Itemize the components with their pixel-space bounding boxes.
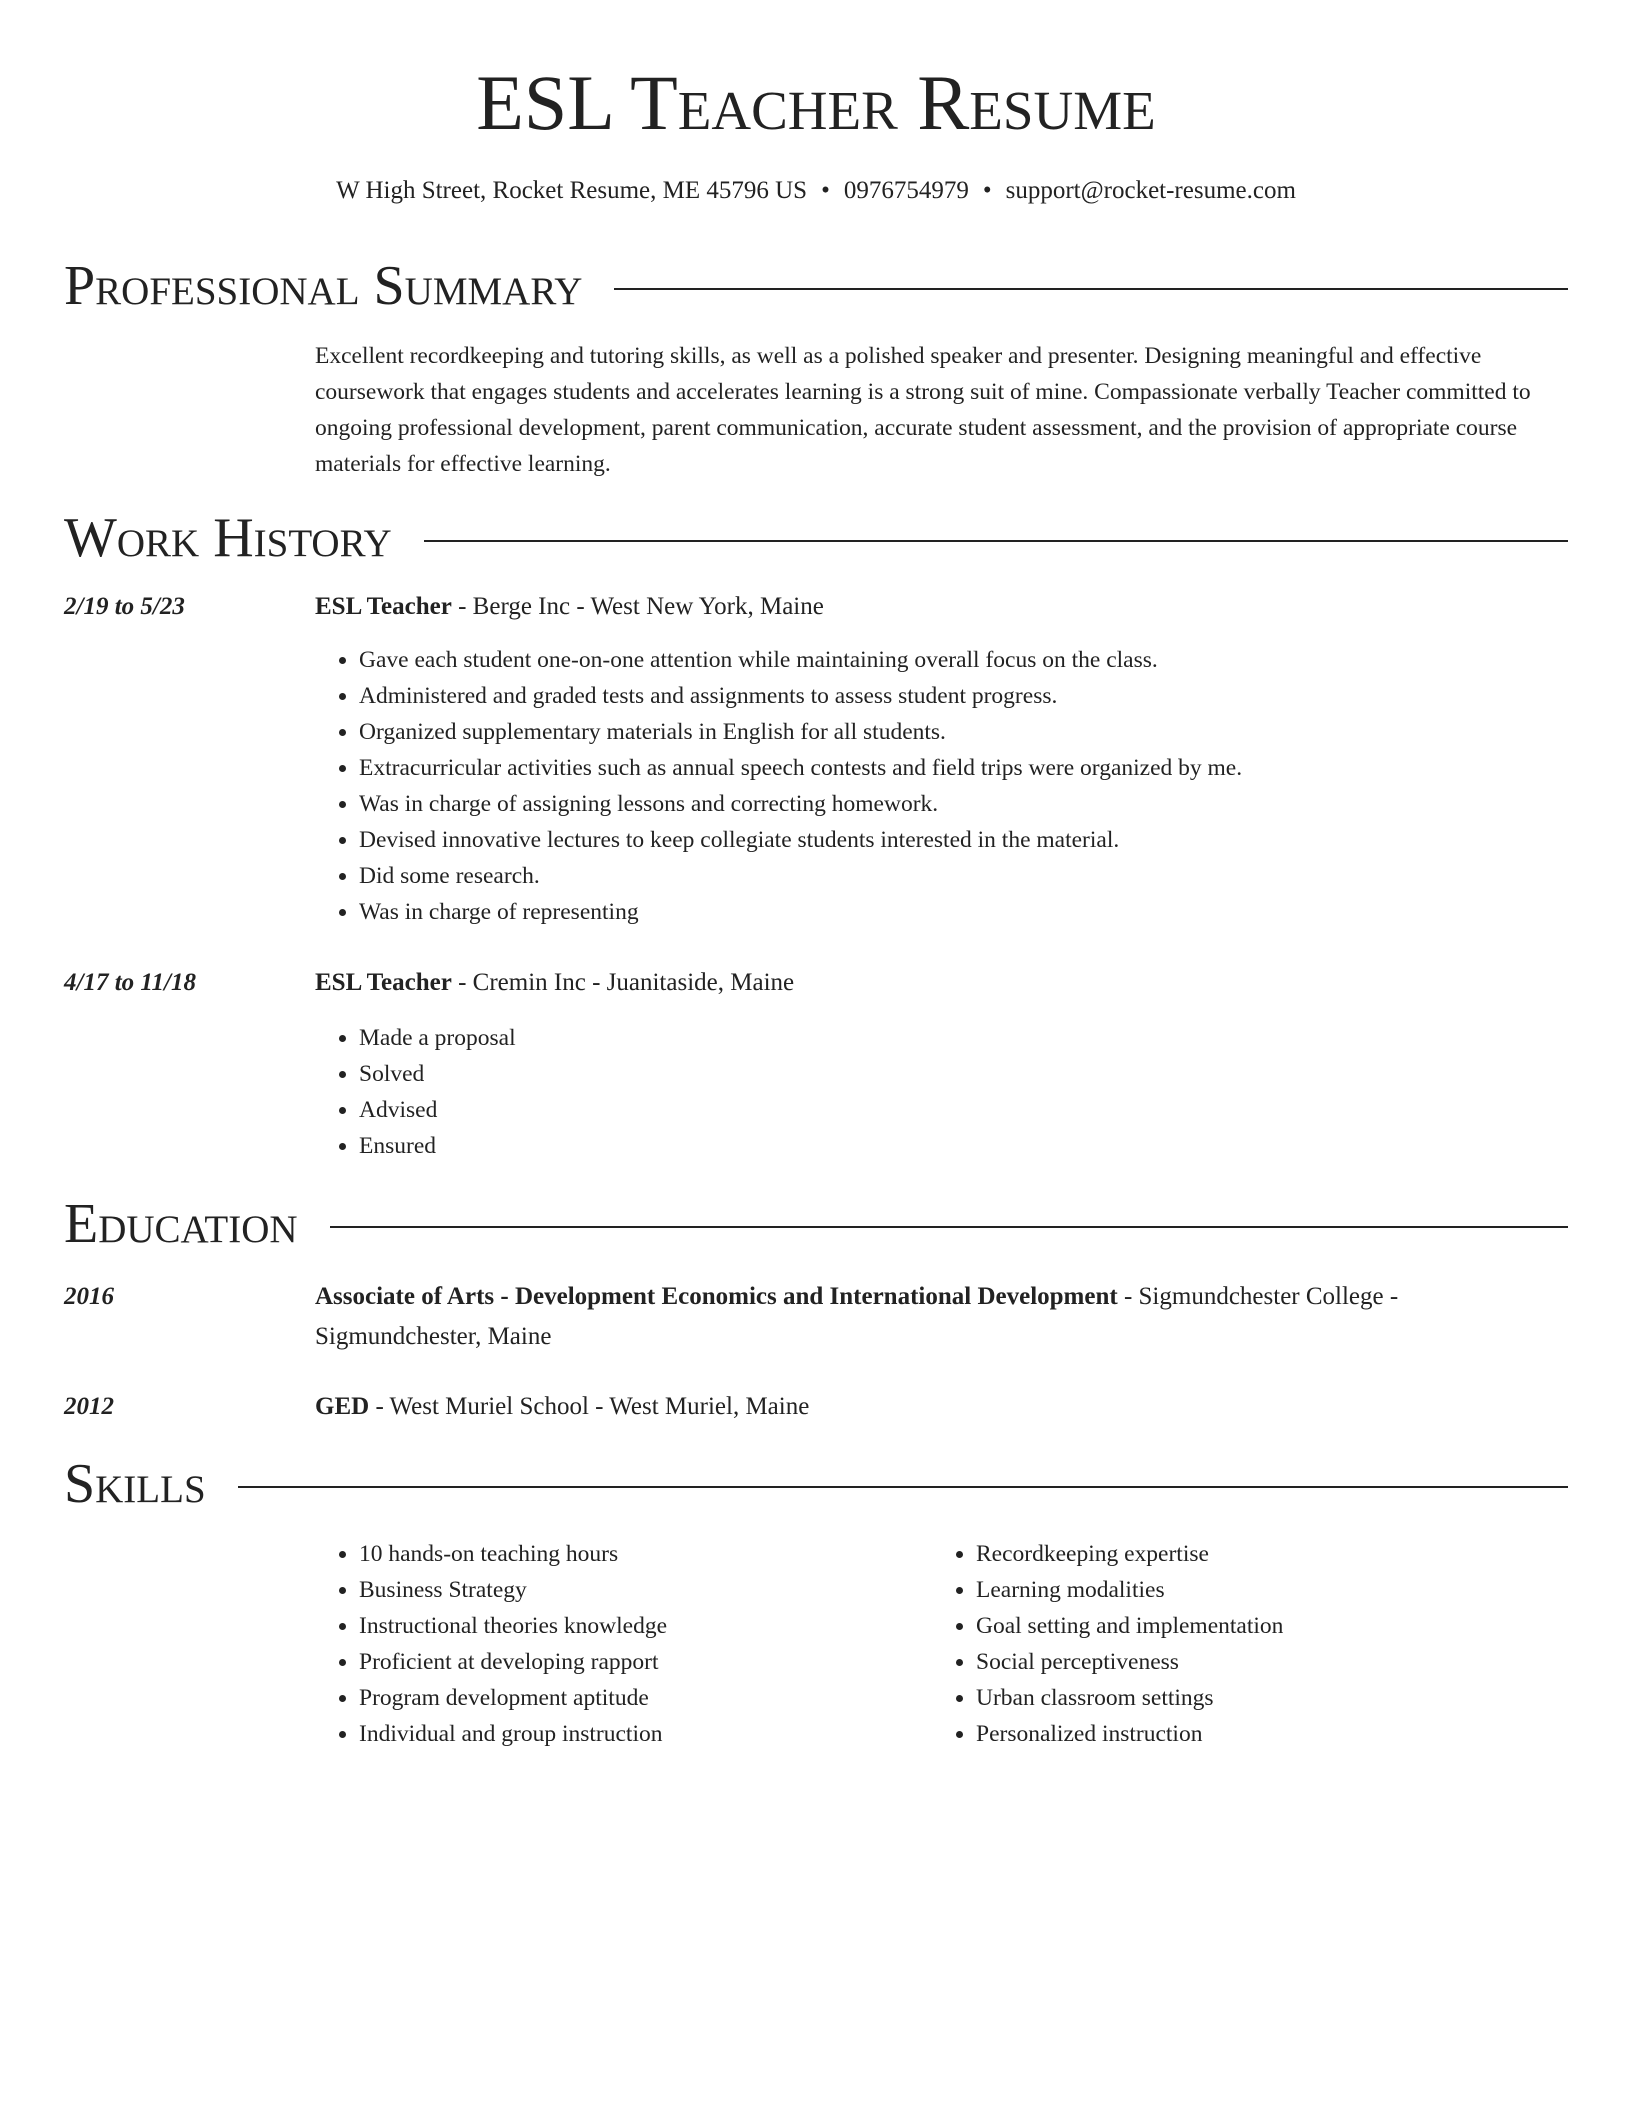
contact-line — [0, 174, 1632, 208]
contact-separator: • — [982, 177, 992, 204]
list-item: • Administered and graded tests and assignments to assess student progress. — [359, 678, 1242, 714]
section-header-education — [64, 1194, 1568, 1254]
list-item: • Was in charge of assigning lessons and correcting homework. — [359, 786, 1242, 822]
job-dates: 2/19 to 5/23 — [64, 593, 185, 620]
list-item: • Extracurricular activities such as annual speech contests and field trips were organized by me. — [359, 750, 1242, 786]
job-bullets — [315, 642, 1242, 930]
list-item: • Solved — [359, 1056, 516, 1092]
section-title-summary: Professional Summary — [64, 256, 614, 316]
contact-phone: 0976754979 — [843, 177, 969, 204]
section-header-skills — [64, 1454, 1568, 1514]
job-dates: 4/17 to 11/18 — [64, 969, 196, 996]
summary-text: Excellent recordkeeping and tutoring skills, as well as a polished speaker and presenter. Designing meaningful and effective coursework that engages students and accelerates learning is a strong suit of mine. Compassionate verbally Teacher committed to ongoing professional development, parent communication, accurate student assessment, and the provision of appropriate course materials for effective learning. — [315, 343, 1531, 477]
list-item: • Individual and group instruction — [359, 1716, 667, 1752]
list-item: • Learning modalities — [976, 1572, 1283, 1608]
section-title-education: Education — [64, 1194, 330, 1254]
skills-list-left — [315, 1536, 667, 1752]
section-header-summary — [64, 256, 1568, 316]
list-item: • Personalized instruction — [976, 1716, 1283, 1752]
contact-separator: • — [821, 177, 830, 204]
section-title-skills: Skills — [64, 1454, 238, 1514]
job-details: - Cremin Inc - Juanitaside, Maine — [451, 969, 795, 996]
resume-title: ESL Teacher Resume — [476, 59, 1156, 146]
list-item: • Goal setting and implementation — [976, 1608, 1283, 1644]
list-item: • Devised innovative lectures to keep collegiate students interested in the material. — [359, 822, 1242, 858]
section-divider — [64, 1486, 1568, 1488]
list-item: • Was in charge of representing — [359, 894, 1242, 930]
contact-email: support@rocket-resume.com — [1005, 177, 1296, 204]
contact-address: W High Street, Rocket Resume, ME 45796 US — [336, 177, 808, 204]
education-degree: Associate of Arts - Development Economics and International Development — [315, 1283, 1118, 1310]
education-heading — [315, 1387, 1565, 1427]
list-item: • Advised — [359, 1092, 516, 1128]
education-year: 2016 — [64, 1283, 114, 1310]
education-details: - West Muriel School - West Muriel, Maine — [369, 1393, 810, 1420]
list-item: • Social perceptiveness — [976, 1644, 1283, 1680]
list-item: • Made a proposal — [359, 1020, 516, 1056]
list-item: • Ensured — [359, 1128, 516, 1164]
section-title-work: Work History — [64, 508, 424, 568]
list-item: • 10 hands-on teaching hours — [359, 1536, 667, 1572]
job-details: - Berge Inc - West New York, Maine — [451, 593, 824, 620]
job-title: ESL Teacher — [315, 593, 452, 620]
education-heading — [315, 1277, 1565, 1357]
list-item: • Business Strategy — [359, 1572, 667, 1608]
skills-list-right — [932, 1536, 1283, 1752]
education-year: 2012 — [64, 1393, 114, 1420]
list-item: • Gave each student one-on-one attention while maintaining overall focus on the class. — [359, 642, 1242, 678]
job-heading — [315, 963, 1565, 1003]
job-bullets — [315, 1020, 516, 1164]
list-item: • Organized supplementary materials in English for all students. — [359, 714, 1242, 750]
list-item: • Proficient at developing rapport — [359, 1644, 667, 1680]
job-heading — [315, 587, 1565, 627]
education-degree: GED — [315, 1393, 370, 1420]
education-details: - Sigmundchester College - Sigmundchester, Maine — [315, 1283, 1399, 1350]
list-item: • Recordkeeping expertise — [976, 1536, 1283, 1572]
section-header-work — [64, 508, 1568, 568]
list-item: • Instructional theories knowledge — [359, 1608, 667, 1644]
job-title: ESL Teacher — [315, 969, 452, 996]
list-item: • Did some research. — [359, 858, 1242, 894]
list-item: • Urban classroom settings — [976, 1680, 1283, 1716]
list-item: • Program development aptitude — [359, 1680, 667, 1716]
